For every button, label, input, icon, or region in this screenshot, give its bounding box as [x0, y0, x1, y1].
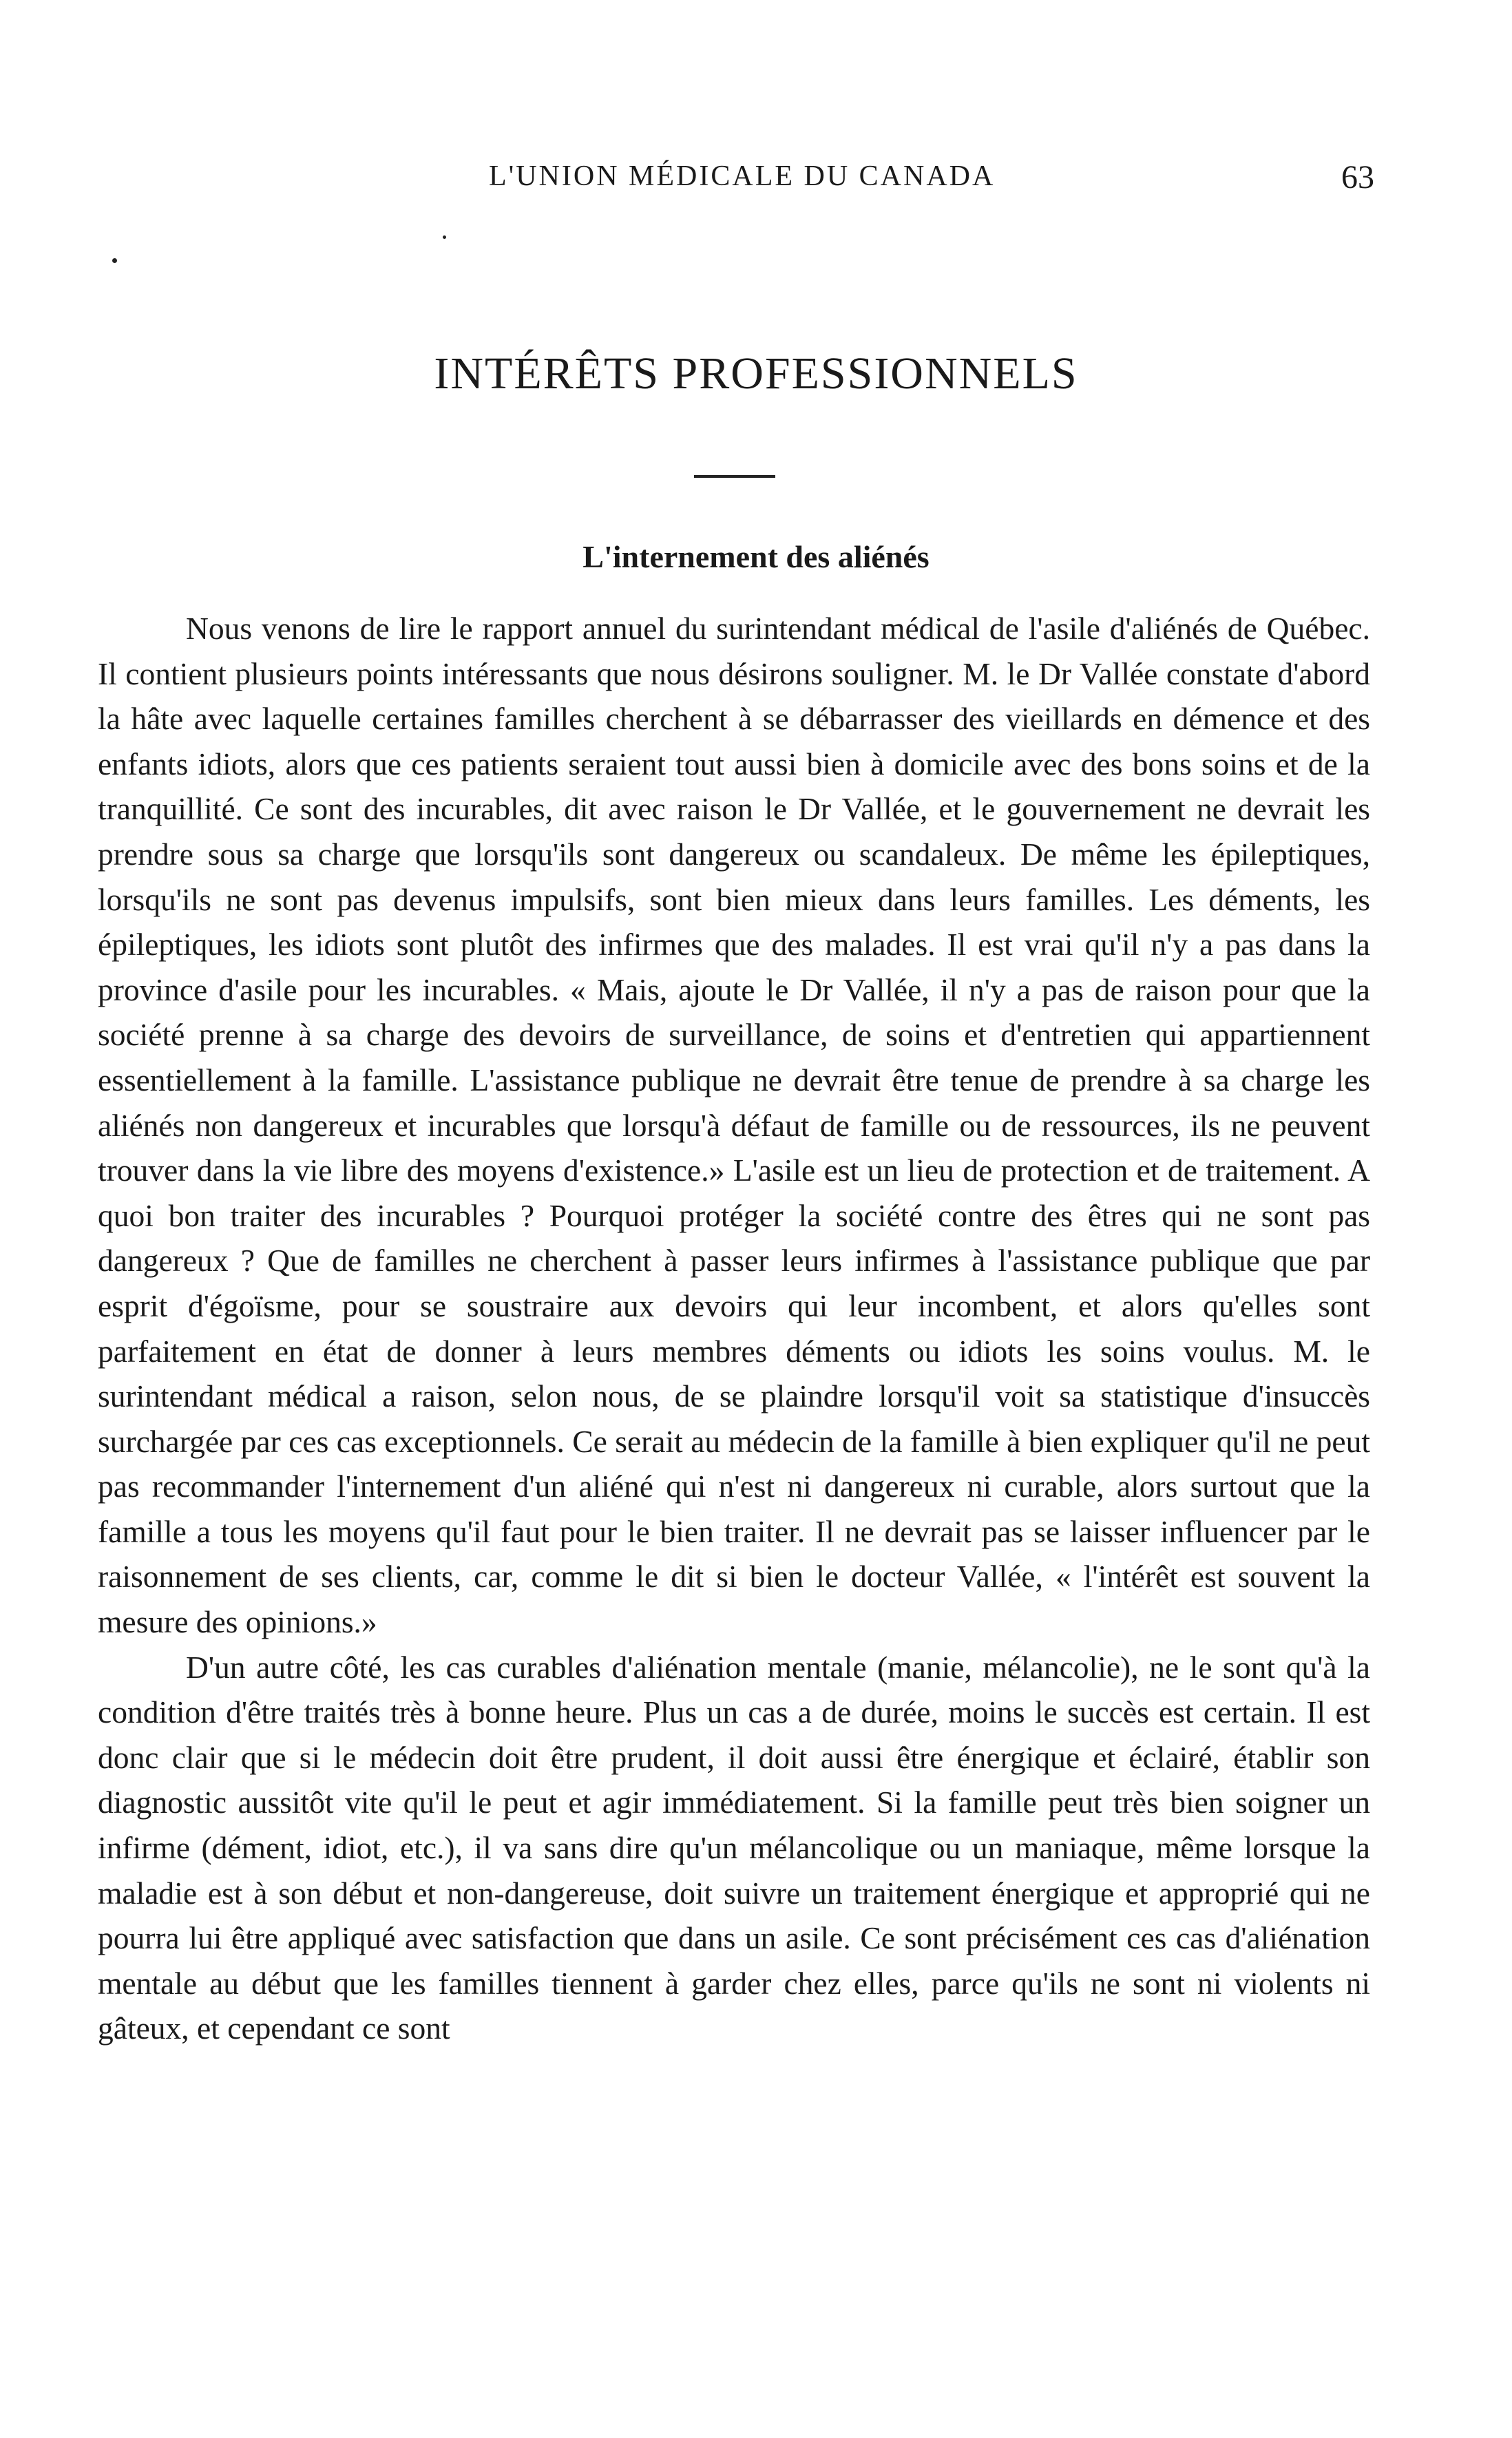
body-paragraph-2: D'un autre côté, les cas curables d'aliénation mentale (manie, mélancolie), ne le sont qu'à la condition d'être traités très à bonne heure. Plus un cas a de durée, moins le succès est certain. Il est donc clair que si le médecin doit être prudent, il doit aussi être énergique et éclairé, établir son diagnostic aussitôt vite qu'il le peut et agir immédiatement. Si la famille peut très bien soigner un infirme (dément, idiot, etc.), il va sans dire qu'un mélancolique ou un maniaque, même lorsque la maladie est à son début et non-dangereuse, doit suivre un traitement énergique et approprié qui ne pourra lui être appliqué avec satisfaction que dans un asile. Ce sont précisément ces cas d'aliénation mentale au début que les familles tiennent à garder chez elles, parce qu'ils ne sont ni violents ni gâteux, et cependant ce sont: [98, 1649, 1370, 2046]
journal-title: L'UNION MÉDICALE DU CANADA: [489, 160, 996, 192]
article-body: [98, 606, 1370, 2051]
page-number: 63: [1341, 159, 1374, 196]
body-paragraph-1: Nous venons de lire le rapport annuel du surintendant médical de l'asile d'aliénés de Québec. Il contient plusieurs points intéressants que nous désirons souligner. M. le Dr Vallée constate d'abord la hâte avec laquelle certaines familles cherchent à se débarrasser des vieillards en démence et des enfants idiots, alors que ces patients seraient tout aussi bien à domicile avec des bons soins et de la tranquillité. Ce sont des incurables, dit avec raison le Dr Vallée, et le gouvernement ne devrait les prendre sous sa charge que lorsqu'ils sont dangereux ou scandaleux. De même les épileptiques, lorsqu'ils ne sont pas devenus impulsifs, sont bien mieux dans leurs familles. Les déments, les épileptiques, les idiots sont plutôt des infirmes que des malades. Il est vrai qu'il n'y a pas dans la province d'asile pour les incurables. « Mais, ajoute le Dr Vallée, il n'y a pas de raison pour que la société prenne à sa charge des devoirs de surveillance, de soins et d'entretien qui appartiennent essentiellement à la famille. L'assistance publique ne devrait être tenue de prendre à sa charge les aliénés non dangereux et incurables que lorsqu'à défaut de famille ou de ressources, ils ne peuvent trouver dans la vie libre des moyens d'existence.» L'asile est un lieu de protection et de traitement. A quoi bon traiter des incurables ? Pourquoi protéger la société contre des êtres qui ne sont pas dangereux ? Que de familles ne cherchent à passer leurs infirmes à l'assistance publique que par esprit d'égoïsme, pour se soustraire aux devoirs qui leur incombent, et alors qu'elles sont parfaitement en état de donner à leurs membres déments ou idiots les soins voulus. M. le surintendant médical a raison, selon nous, de se plaindre lorsqu'il voit sa statistique d'insuccès surchargée par ces cas exceptionnels. Ce serait au médecin de la famille à bien expliquer qu'il ne peut pas recommander l'internement d'un aliéné qui n'est ni dangereux ni curable, alors surtout que la famille a tous les moyens qu'il faut pour le bien traiter. Il ne devrait pas se laisser influencer par le raisonnement de ses clients, car, comme le dit si bien le docteur Vallée, « l'intérêt est souvent la mesure des opinions.»: [98, 611, 1370, 1640]
running-header: [0, 160, 1512, 201]
title-divider: [694, 475, 775, 478]
article-title: L'internement des aliénés: [582, 539, 930, 574]
stray-mark: [112, 258, 117, 263]
stray-mark: [443, 235, 446, 239]
section-title: INTÉRÊTS PROFESSIONNELS: [434, 348, 1078, 399]
